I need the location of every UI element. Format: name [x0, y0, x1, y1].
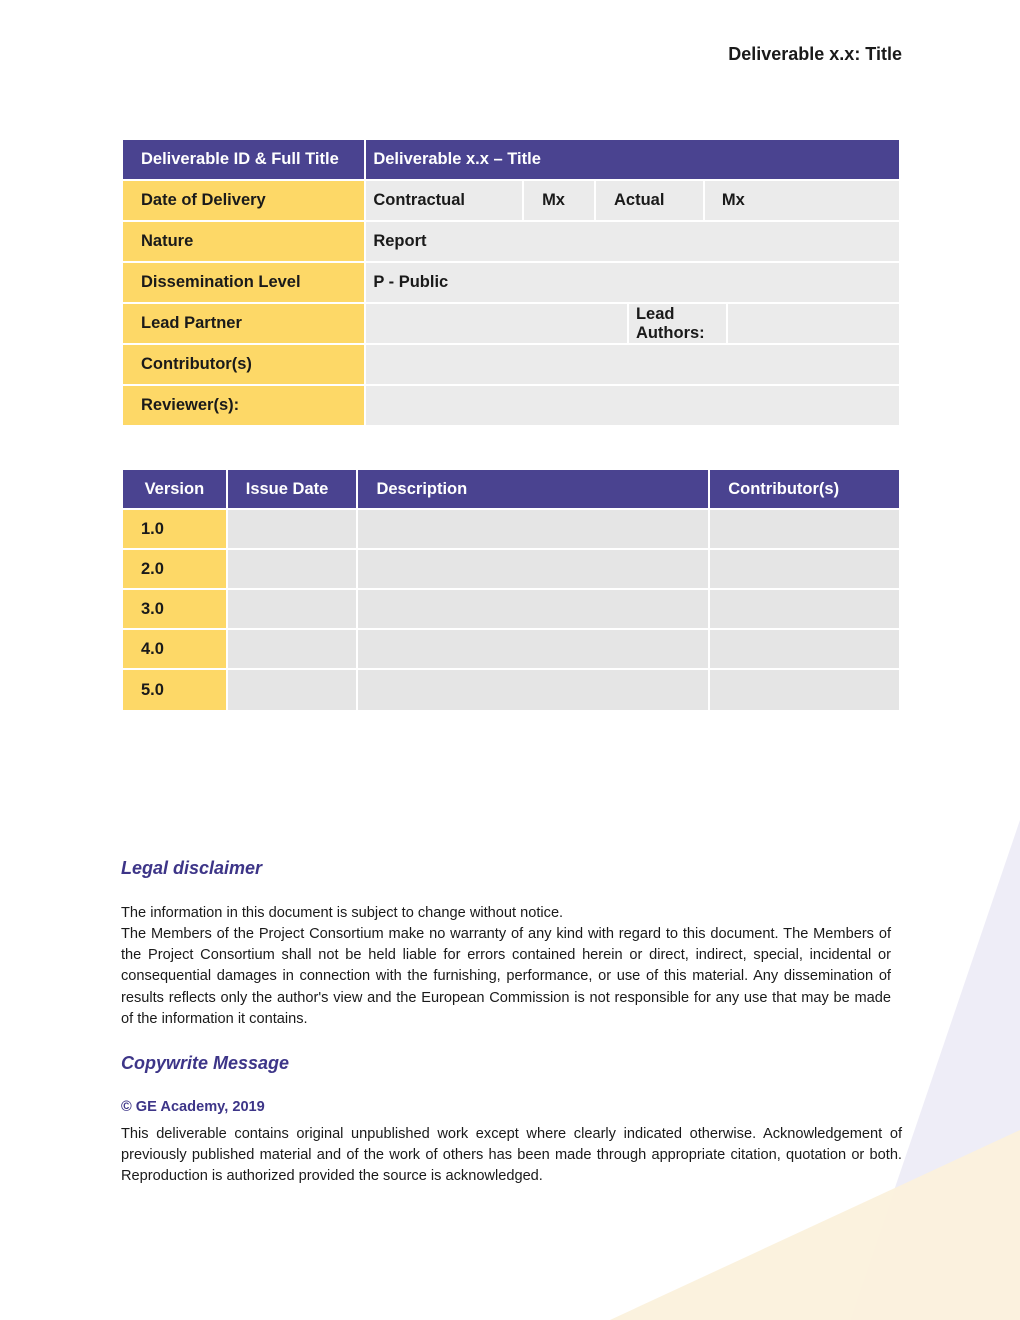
contributor-cell	[709, 509, 900, 549]
copyright-year: © GE Academy, 2019	[121, 1099, 265, 1115]
issue-date-cell	[227, 629, 358, 669]
contributors-value	[365, 344, 900, 385]
deliverable-id-label: Deliverable ID & Full Title	[122, 139, 365, 180]
version-cell: 1.0	[122, 509, 227, 549]
version-cell: 4.0	[122, 629, 227, 669]
table-row	[122, 262, 900, 303]
table-row	[122, 180, 900, 221]
dissemination-level-value: P - Public	[365, 262, 900, 303]
version-cell: 5.0	[122, 669, 227, 711]
contributor-cell	[709, 549, 900, 589]
contributor-cell	[709, 629, 900, 669]
contributor-cell	[709, 669, 900, 711]
table-row	[122, 303, 900, 344]
table-row	[122, 385, 900, 426]
version-cell: 3.0	[122, 589, 227, 629]
reviewers-value	[365, 385, 900, 426]
nature-value: Report	[365, 221, 900, 262]
issue-date-cell	[227, 669, 358, 711]
contractual-value: Mx	[523, 180, 595, 221]
actual-value: Mx	[704, 180, 900, 221]
table-row	[122, 589, 900, 629]
legal-disclaimer-line1: The information in this document is subject to change without notice.	[121, 905, 564, 921]
issue-date-cell	[227, 589, 358, 629]
lead-authors-label: Lead Authors:	[628, 303, 727, 344]
table-row	[122, 549, 900, 589]
table-row	[122, 344, 900, 385]
lead-partner-value	[365, 303, 628, 344]
deliverable-info-table	[121, 138, 901, 427]
copyright-body: This deliverable contains original unpublished work except where clearly indicated otherwise. Acknowledgement of previously published material and of the work of others has been made through appropriate citation, quotation or both. Reproduction is authorized provided the source is acknowledged.	[121, 1126, 902, 1185]
dissemination-level-label: Dissemination Level	[122, 262, 365, 303]
issue-date-cell	[227, 509, 358, 549]
revision-history-table	[121, 468, 901, 712]
date-of-delivery-label: Date of Delivery	[122, 180, 365, 221]
table-header-row	[122, 469, 900, 509]
description-cell	[357, 629, 709, 669]
description-cell	[357, 509, 709, 549]
copyright-title: Copywrite Message	[121, 1053, 290, 1073]
deliverable-id-value: Deliverable x.x – Title	[365, 139, 900, 180]
description-header: Description	[357, 469, 709, 509]
version-cell: 2.0	[122, 549, 227, 589]
lead-authors-value	[727, 303, 900, 344]
contributor-cell	[709, 589, 900, 629]
page-header-title: Deliverable x.x: Title	[728, 44, 902, 64]
table-row	[122, 629, 900, 669]
legal-disclaimer-body: The Members of the Project Consortium make no warranty of any kind with regard to this document. The Members of the Project Consortium shall not be held liable for errors contained herein or direct, indirect, special, incidental or consequential damages in connection with the furnishing, performance, or use of this material. Any dissemination of results reflects only the author's view and the European Commission is not responsible for any use that may be made of the information it contains.	[121, 926, 891, 1027]
table-row	[122, 221, 900, 262]
description-cell	[357, 549, 709, 589]
reviewers-label: Reviewer(s):	[122, 385, 365, 426]
table-row	[122, 669, 900, 711]
nature-label: Nature	[122, 221, 365, 262]
actual-label: Actual	[595, 180, 704, 221]
description-cell	[357, 589, 709, 629]
contributors-label: Contributor(s)	[122, 344, 365, 385]
contractual-label: Contractual	[365, 180, 523, 221]
version-header: Version	[122, 469, 227, 509]
lead-partner-label: Lead Partner	[122, 303, 365, 344]
issue-date-cell	[227, 549, 358, 589]
description-cell	[357, 669, 709, 711]
contributors-header: Contributor(s)	[709, 469, 900, 509]
table-row	[122, 139, 900, 180]
table-row	[122, 509, 900, 549]
issue-date-header: Issue Date	[227, 469, 358, 509]
legal-disclaimer-title: Legal disclaimer	[121, 858, 263, 878]
